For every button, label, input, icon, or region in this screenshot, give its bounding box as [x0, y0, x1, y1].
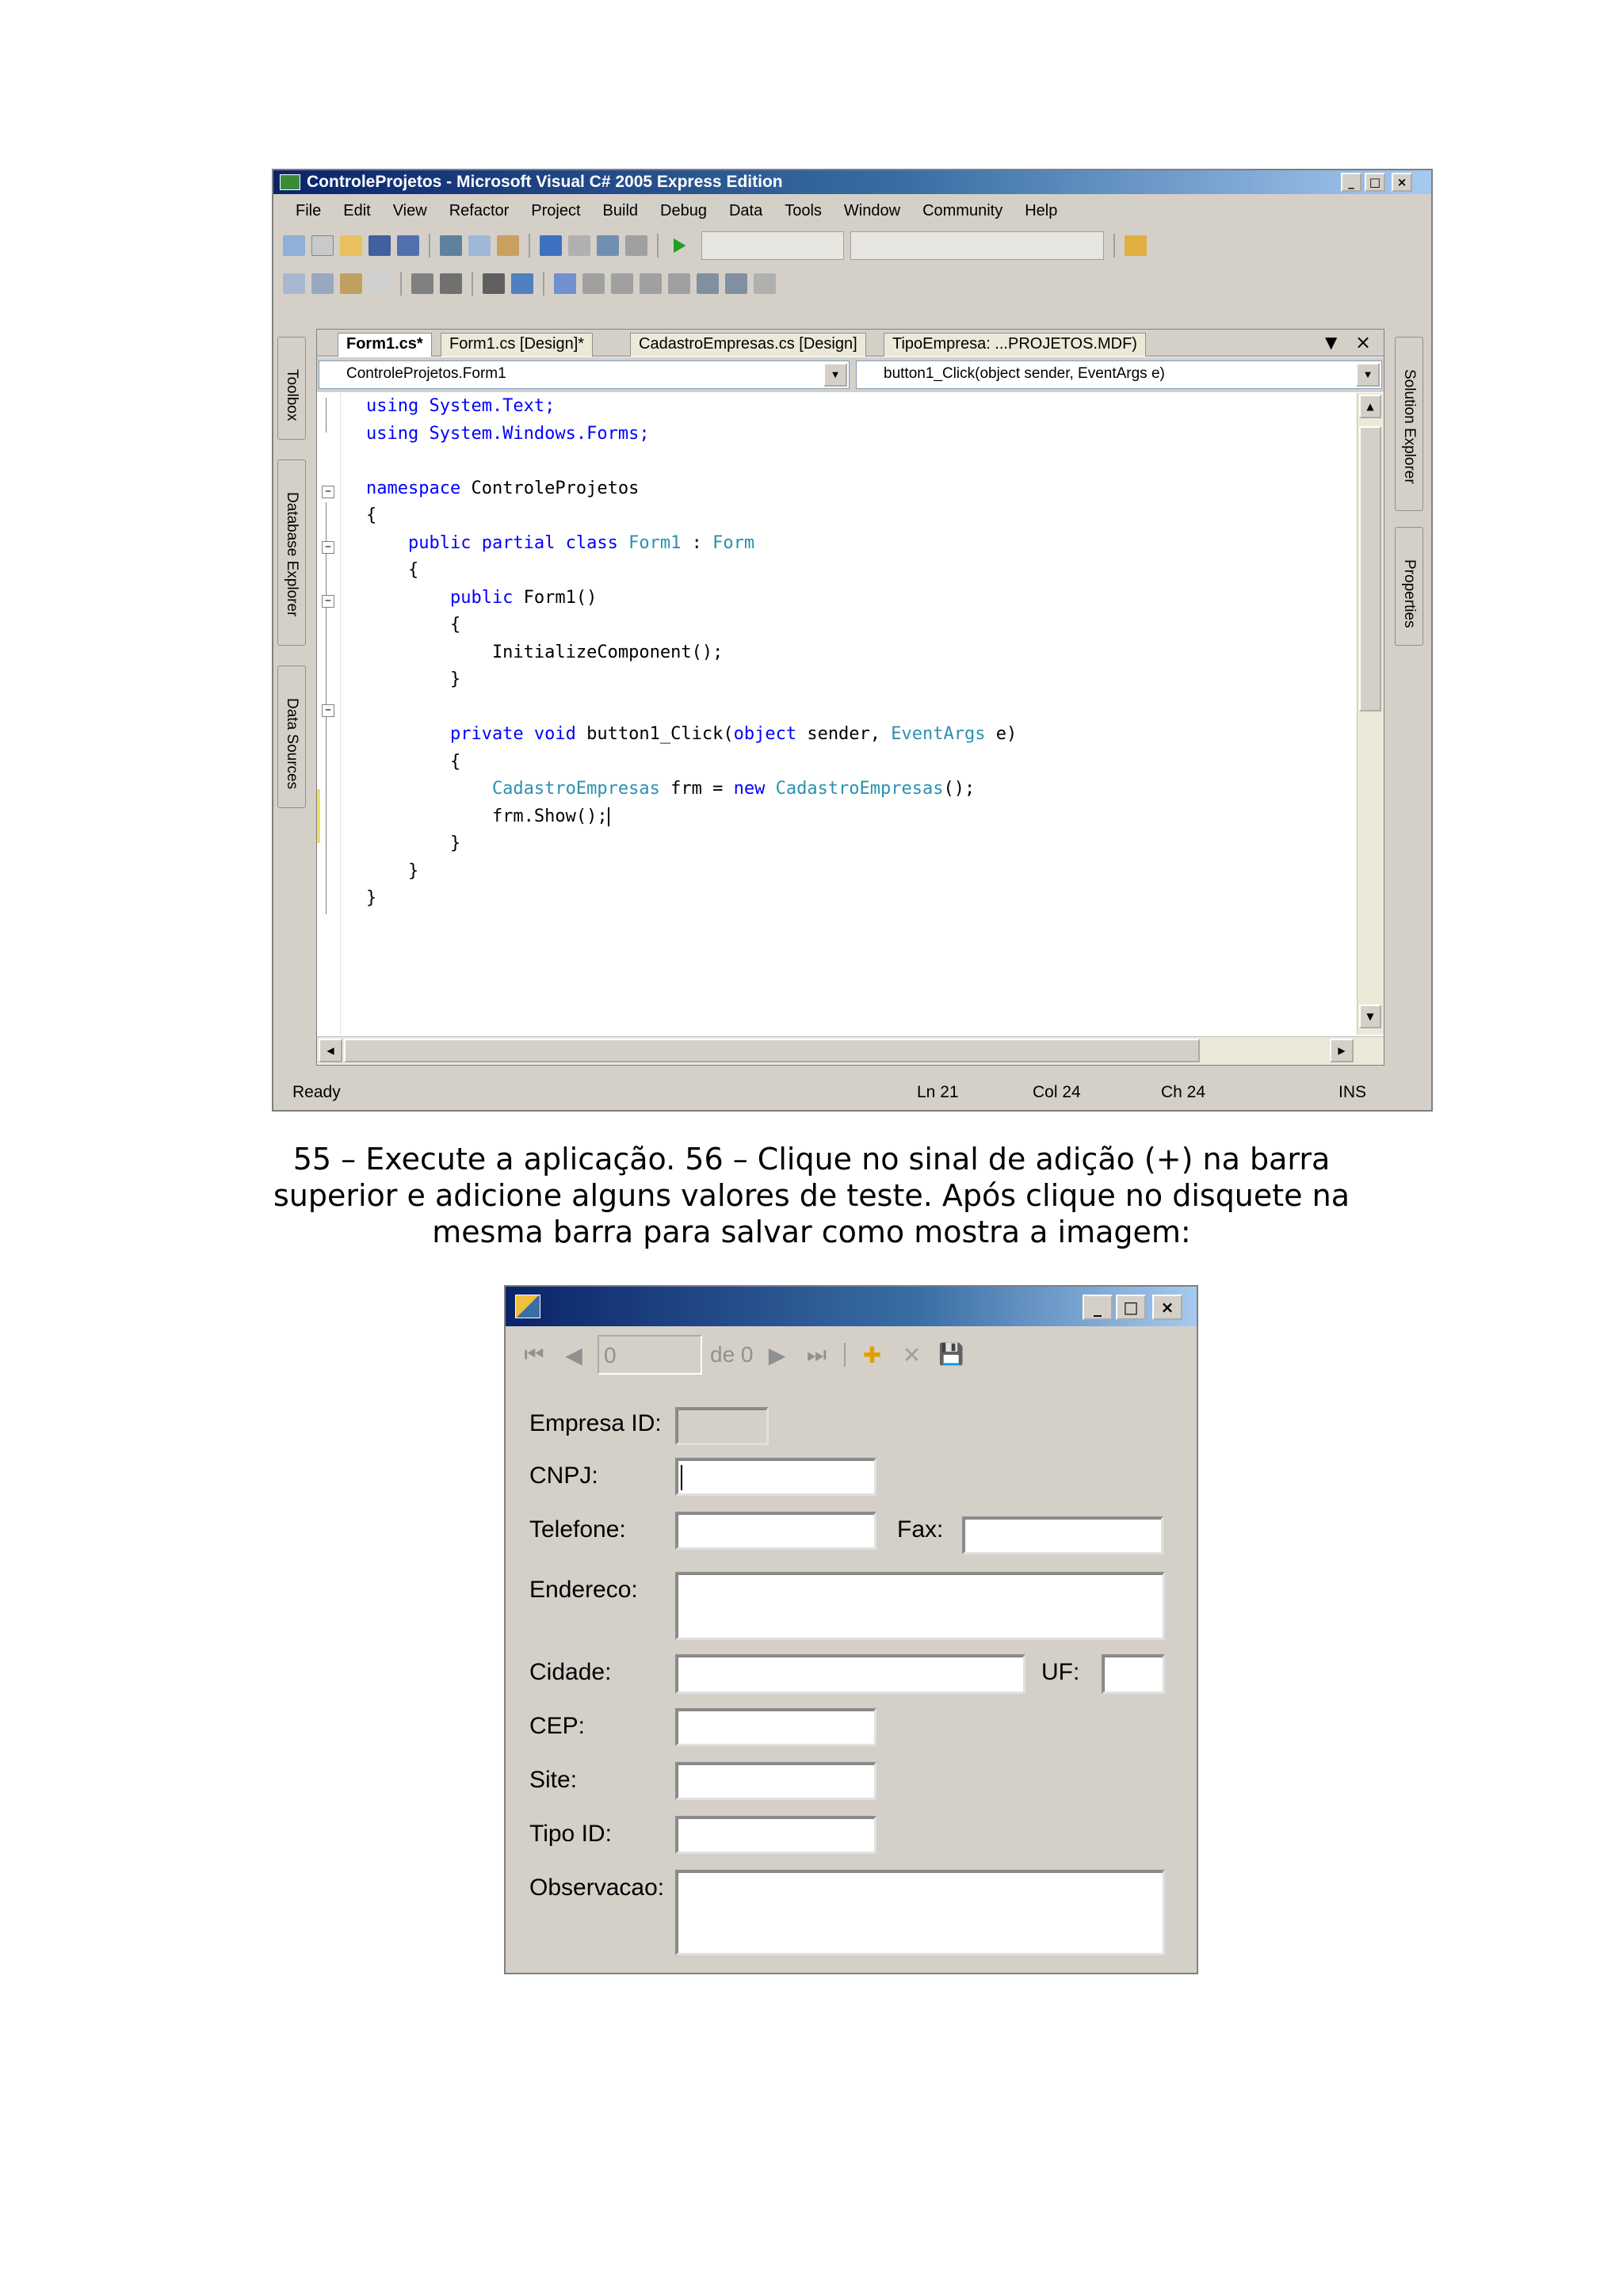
scroll-thumb[interactable]: [1359, 426, 1381, 711]
paste-icon[interactable]: [497, 235, 519, 256]
maximize-button[interactable]: □: [1365, 173, 1385, 192]
status-column: Col 24: [1033, 1083, 1081, 1101]
data-sources-label: Data Sources: [284, 698, 300, 790]
code-token: CadastroEmpresas: [775, 779, 944, 799]
new-project-icon[interactable]: [283, 235, 305, 256]
save-icon[interactable]: [369, 235, 391, 256]
undo-icon[interactable]: [540, 235, 562, 256]
toolbar-separator: [400, 272, 402, 296]
text-cursor: [681, 1465, 682, 1490]
code-text[interactable]: [341, 393, 1355, 1035]
collapse-toggle[interactable]: −: [322, 541, 334, 554]
copy-icon[interactable]: [468, 235, 491, 256]
code-token: using System.Windows.Forms;: [366, 423, 650, 444]
menu-data[interactable]: Data: [728, 201, 763, 219]
tipo-id-field[interactable]: [675, 1816, 876, 1854]
form-window: [504, 1285, 1198, 1974]
menu-debug[interactable]: Debug: [660, 201, 707, 219]
minimize-button[interactable]: _: [1083, 1295, 1113, 1320]
scroll-left-icon[interactable]: ◀: [319, 1039, 342, 1062]
fax-field[interactable]: [962, 1516, 1163, 1554]
minimize-button[interactable]: _: [1341, 173, 1361, 192]
code-line[interactable]: [366, 560, 418, 587]
add-item-icon[interactable]: [311, 235, 334, 256]
code-token: Form1(): [513, 587, 598, 608]
observacao-label: Observacao:: [529, 1875, 665, 1901]
menu-tools[interactable]: Tools: [785, 201, 822, 219]
find-in-files-icon[interactable]: [1125, 235, 1147, 256]
data-sources-tab[interactable]: [277, 666, 306, 808]
comment-icon[interactable]: [483, 273, 505, 294]
code-token: frm =: [659, 779, 734, 799]
open-folder-icon[interactable]: [340, 235, 362, 256]
redo-icon[interactable]: [568, 235, 590, 256]
code-line[interactable]: [366, 588, 597, 615]
member-selector[interactable]: [856, 360, 1382, 389]
form-icon: [515, 1295, 540, 1318]
tipo-id-label: Tipo ID:: [529, 1821, 612, 1847]
uf-field[interactable]: [1102, 1654, 1165, 1694]
prev-bookmark-icon[interactable]: [582, 273, 605, 294]
code-line[interactable]: [366, 779, 975, 806]
save-all-icon[interactable]: [397, 235, 419, 256]
uncomment-icon[interactable]: [511, 273, 533, 294]
code-token: {: [366, 615, 461, 635]
cep-field[interactable]: [675, 1708, 876, 1746]
text-caret: [608, 807, 609, 826]
scroll-right-icon[interactable]: ▶: [1330, 1039, 1354, 1062]
code-token: ControleProjetos: [460, 478, 640, 498]
prev-bookmark-folder-icon[interactable]: [640, 273, 662, 294]
member-selector-value: button1_Click(object sender, EventArgs e): [884, 365, 1165, 382]
scroll-up-icon[interactable]: ▲: [1359, 395, 1381, 418]
code-token: using System.Text;: [366, 396, 556, 416]
site-label: Site:: [529, 1767, 578, 1793]
solution-explorer-label: Solution Explorer: [1401, 369, 1418, 484]
tab-tipoempresa[interactable]: TipoEmpresa: ...PROJETOS.MDF): [884, 333, 1146, 357]
status-ready: Ready: [292, 1083, 341, 1101]
close-button[interactable]: ×: [1152, 1295, 1182, 1320]
code-line[interactable]: [366, 505, 376, 532]
close-button[interactable]: ×: [1392, 173, 1412, 192]
left-dock: [273, 329, 310, 1018]
properties-tab[interactable]: [1395, 527, 1423, 646]
delete-icon[interactable]: ✕: [902, 1341, 922, 1368]
toolbar-separator: [472, 272, 473, 296]
scroll-down-icon[interactable]: ▼: [1359, 1005, 1381, 1028]
text-editor-toolbar: [273, 265, 987, 302]
menu-edit[interactable]: Edit: [343, 201, 371, 219]
collapse-toggle[interactable]: −: [322, 704, 334, 717]
bookmark-icon[interactable]: [554, 273, 576, 294]
observacao-field[interactable]: [675, 1870, 1165, 1955]
add-new-icon[interactable]: ✚: [862, 1341, 882, 1368]
code-line[interactable]: [366, 724, 1017, 751]
toolbar-separator: [543, 272, 544, 296]
toolbar-separator: [844, 1343, 846, 1367]
tab-list-dropdown-icon[interactable]: ▼: [1325, 333, 1338, 352]
code-token: Form1: [617, 532, 682, 553]
code-token: namespace: [366, 478, 461, 498]
code-line[interactable]: [366, 861, 418, 888]
cnpj-label: CNPJ:: [529, 1463, 598, 1489]
next-bookmark-icon[interactable]: [611, 273, 633, 294]
telefone-label: Telefone:: [529, 1516, 626, 1543]
cnpj-field[interactable]: [675, 1458, 876, 1496]
close-tab-icon[interactable]: ×: [1355, 331, 1372, 353]
code-token: [765, 779, 775, 799]
code-token: new: [733, 779, 766, 799]
menu-view[interactable]: View: [392, 201, 427, 219]
status-insert-mode: INS: [1338, 1083, 1367, 1101]
navigation-bar: [317, 357, 1384, 392]
site-field[interactable]: [675, 1762, 876, 1800]
display-object-icon[interactable]: [283, 273, 305, 294]
status-bar: [273, 1076, 1431, 1109]
code-token: {: [366, 560, 419, 580]
outdent-icon[interactable]: [411, 273, 433, 294]
code-line[interactable]: [366, 752, 460, 779]
cidade-label: Cidade:: [529, 1659, 612, 1685]
position-field[interactable]: 0: [598, 1335, 702, 1375]
code-token: button1_Click(: [575, 724, 734, 744]
cut-icon[interactable]: [440, 235, 462, 256]
quick-info-icon[interactable]: [311, 273, 334, 294]
code-token: }: [366, 833, 461, 853]
code-token: {: [366, 505, 377, 525]
code-token: private void: [366, 724, 576, 744]
code-token: :: [681, 532, 713, 553]
toolbar-separator: [529, 234, 530, 257]
cep-label: CEP:: [529, 1713, 586, 1739]
hscroll-thumb[interactable]: [344, 1039, 1200, 1062]
ide-window: [272, 169, 1433, 1112]
code-token: e): [985, 724, 1018, 744]
tab-form1-cs[interactable]: Form1.cs*: [338, 333, 432, 357]
code-token: object: [733, 724, 797, 744]
toolbox-label: Toolbox: [284, 369, 300, 421]
code-line[interactable]: [366, 396, 555, 423]
next-bookmark-folder-icon[interactable]: [668, 273, 690, 294]
endereco-field[interactable]: [675, 1572, 1165, 1640]
code-line[interactable]: [366, 888, 376, 915]
status-char: Ch 24: [1161, 1083, 1206, 1101]
menu-refactor[interactable]: Refactor: [449, 201, 510, 219]
code-line[interactable]: [366, 807, 609, 833]
code-token: frm.Show();: [366, 806, 608, 826]
outline-gutter: [317, 393, 341, 1035]
collapse-toggle[interactable]: −: [322, 486, 334, 498]
right-dock: [1391, 329, 1430, 1018]
tab-cadastroempresas-design[interactable]: CadastroEmpresas.cs [Design]: [630, 333, 866, 357]
prev-bookmark-doc-icon[interactable]: [697, 273, 719, 294]
ide-title-bar: [273, 170, 1431, 194]
menu-bar: [273, 196, 1431, 226]
code-token: EventArgs: [891, 724, 986, 744]
code-token: sender,: [796, 724, 892, 744]
code-token: Form: [712, 532, 755, 553]
cidade-field[interactable]: [675, 1654, 1025, 1694]
start-debug-icon[interactable]: [668, 235, 690, 256]
empresa-id-field: [675, 1407, 769, 1445]
code-line[interactable]: [366, 669, 460, 696]
output-icon[interactable]: [625, 235, 647, 256]
word-completion-icon[interactable]: [369, 273, 391, 294]
code-token: }: [366, 669, 461, 689]
toolbar-separator: [1113, 234, 1115, 257]
properties-label: Properties: [1401, 559, 1418, 628]
class-selector-value: ControleProjetos.Form1: [346, 365, 506, 382]
database-explorer-tab[interactable]: [277, 460, 306, 646]
endereco-label: Endereco:: [529, 1577, 638, 1603]
chevron-down-icon[interactable]: ▼: [823, 363, 847, 387]
document-caption: 55 – Execute a aplicação. 56 – Clique no sinal de adição (+) na barra superior e adicione alguns valores de teste. Após clique no disquete na mesma barra para salvar como mostra a imagem:: [273, 1142, 1350, 1249]
parameter-info-icon[interactable]: [340, 273, 362, 294]
configuration-combo[interactable]: [701, 231, 844, 260]
code-line[interactable]: [366, 479, 639, 505]
app-icon: [280, 174, 300, 190]
platform-combo[interactable]: [850, 231, 1104, 260]
code-token: InitializeComponent();: [366, 642, 724, 662]
code-token: public partial class: [366, 532, 618, 553]
empresa-id-label: Empresa ID:: [529, 1410, 662, 1436]
class-selector[interactable]: [319, 360, 850, 389]
code-token: CadastroEmpresas: [366, 779, 660, 799]
move-last-icon[interactable]: ⏭: [806, 1341, 827, 1367]
status-line: Ln 21: [917, 1083, 959, 1101]
code-editor-document: [316, 329, 1384, 1066]
telefone-field[interactable]: [675, 1512, 876, 1550]
move-first-icon[interactable]: ⏮: [524, 1341, 544, 1367]
code-line[interactable]: [366, 615, 460, 642]
navigate-icon[interactable]: [597, 235, 619, 256]
vertical-scrollbar[interactable]: [1357, 393, 1384, 1035]
document-tabs: [317, 330, 1384, 357]
code-token: public: [366, 587, 514, 608]
code-token: {: [366, 751, 461, 772]
menu-file[interactable]: File: [296, 201, 322, 219]
save-icon[interactable]: 💾: [938, 1343, 964, 1367]
horizontal-scrollbar[interactable]: [317, 1036, 1384, 1065]
code-token: }: [366, 888, 377, 908]
menu-build[interactable]: Build: [602, 201, 639, 219]
clear-bookmarks-icon[interactable]: [754, 273, 776, 294]
toolbox-tab[interactable]: [277, 337, 306, 440]
menu-help[interactable]: Help: [1025, 201, 1058, 219]
binding-navigator: [506, 1329, 1197, 1380]
code-token: }: [366, 860, 419, 881]
uf-label: UF:: [1041, 1659, 1080, 1685]
tab-form1-design[interactable]: Form1.cs [Design]*: [441, 333, 593, 357]
standard-toolbar: [273, 227, 1431, 264]
move-previous-icon[interactable]: ◀: [565, 1341, 582, 1368]
code-line[interactable]: [366, 533, 754, 560]
menu-project[interactable]: Project: [531, 201, 581, 219]
chevron-down-icon[interactable]: ▼: [1356, 363, 1380, 387]
menu-window[interactable]: Window: [843, 201, 901, 219]
fax-label: Fax:: [897, 1516, 944, 1543]
menu-community[interactable]: Community: [922, 201, 1003, 219]
indent-icon[interactable]: [440, 273, 462, 294]
collapse-toggle[interactable]: −: [322, 595, 334, 608]
ide-title: ControleProjetos - Microsoft Visual C# 2005 Express Edition: [307, 173, 783, 191]
code-line[interactable]: [366, 833, 460, 860]
code-line[interactable]: [366, 424, 650, 451]
database-explorer-label: Database Explorer: [284, 492, 300, 617]
move-next-icon[interactable]: ▶: [768, 1341, 786, 1368]
solution-explorer-tab[interactable]: [1395, 337, 1423, 511]
count-label: de 0: [710, 1342, 754, 1367]
code-token: ();: [943, 779, 976, 799]
toolbar-separator: [429, 234, 430, 257]
next-bookmark-doc-icon[interactable]: [725, 273, 747, 294]
toolbar-separator: [657, 234, 659, 257]
maximize-button[interactable]: □: [1116, 1295, 1146, 1320]
code-line[interactable]: [366, 643, 723, 669]
